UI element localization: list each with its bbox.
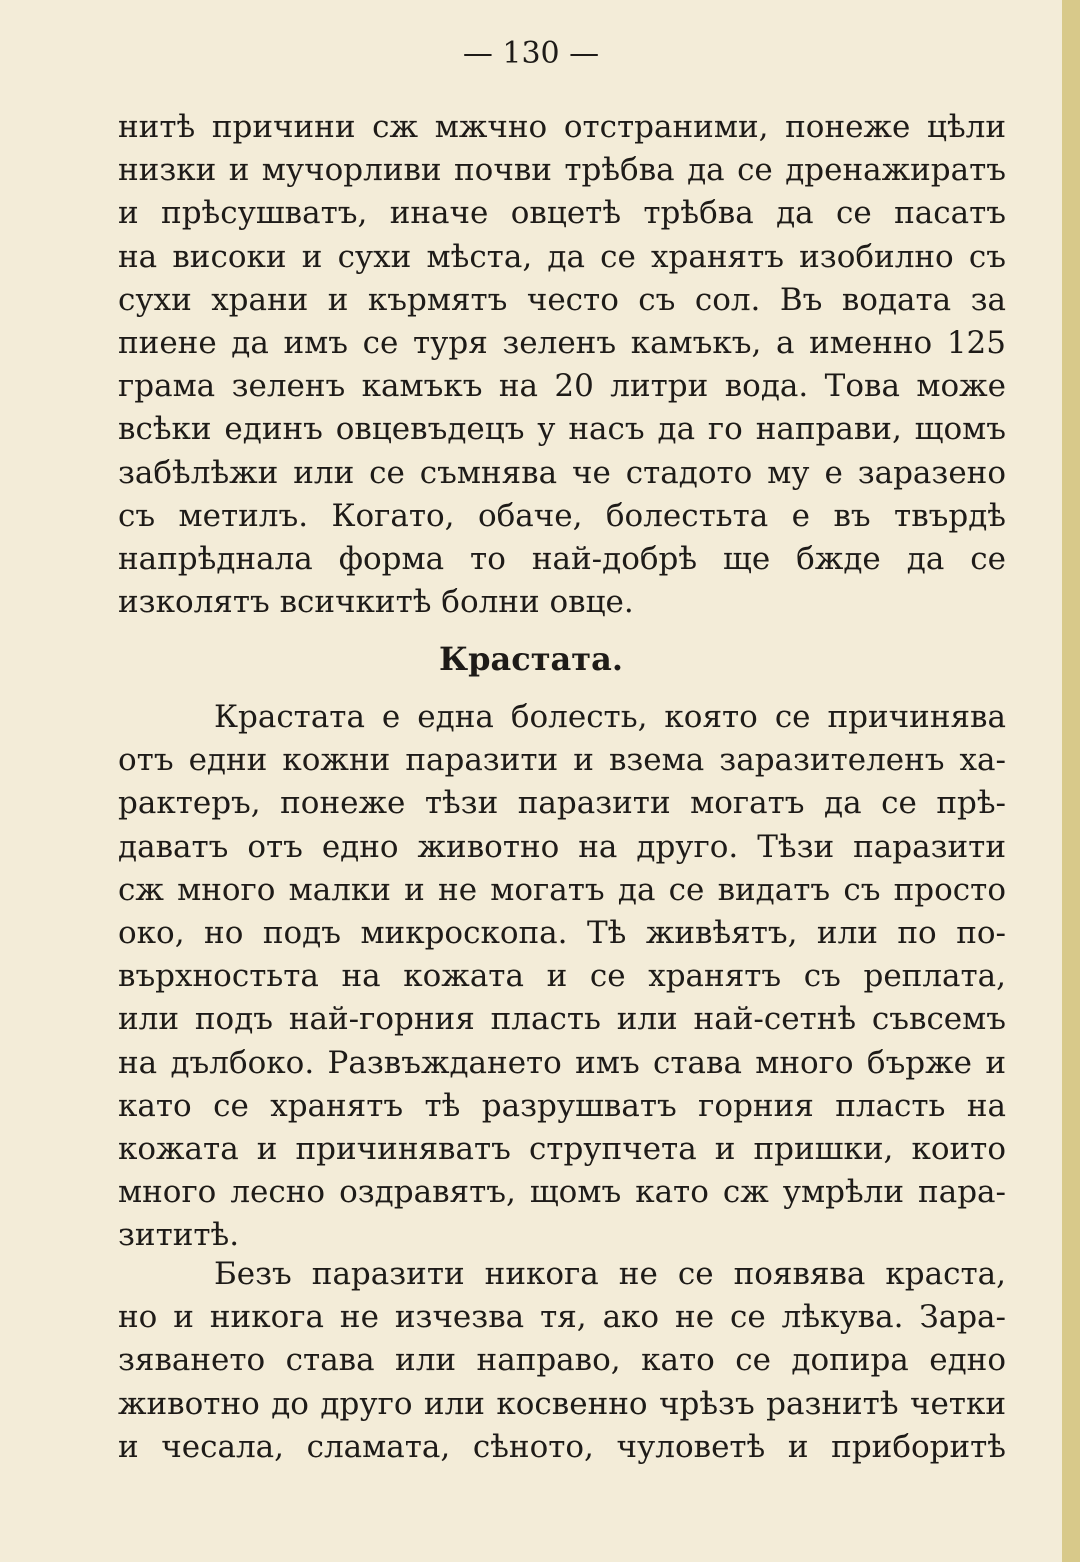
text-line: изколятъ всичкитѣ болни овце. <box>118 584 634 621</box>
text-line: съ метилъ. Когато, обаче, болестьта е въ твърдѣ <box>118 497 1006 534</box>
text-line: зититѣ. <box>118 1217 240 1254</box>
text-line: сж много малки и не могатъ да се видатъ съ просто <box>118 871 1006 908</box>
text-line: като се хранятъ тѣ разрушватъ горния пласть на <box>118 1087 1006 1124</box>
page-number: — 130 — <box>462 36 600 71</box>
text-line: и чесала, сламата, сѣното, чуловетѣ и приборитѣ <box>118 1428 1006 1465</box>
paragraph-krasta-spread <box>118 1253 1006 1469</box>
paragraph-krasta-description <box>118 696 1006 1258</box>
text-line: много лесно оздравятъ, щомъ като сж умрѣли пара- <box>118 1174 1006 1211</box>
text-line: Безъ паразити никога не се появява краста, <box>214 1256 1006 1292</box>
text-line: на дълбоко. Развъждането имъ става много бърже и <box>118 1044 1006 1081</box>
text-line: низки и мучорливи почви трѣбва да се дренажиратъ <box>118 152 1006 189</box>
text-line: забѣлѣжи или се съмнява че стадото му е заразено <box>118 454 1006 491</box>
text-line: пиене да имъ се туря зеленъ камъкъ, а именно 125 <box>118 325 1006 362</box>
paragraph-metil-treatment <box>118 106 1006 624</box>
text-line: нитѣ причини сж мжчно отстраними, понеже цѣли <box>118 109 1006 145</box>
text-line: всѣки единъ овцевъдецъ у насъ да го направи, щомъ <box>118 411 1006 448</box>
text-line: напрѣднала форма то най-добрѣ ще бжде да се <box>118 541 1006 578</box>
text-line: или подъ най-горния пласть или най-сетнѣ съвсемъ <box>118 1001 1006 1038</box>
text-line: на високи и сухи мѣста, да се хранятъ изобилно съ <box>118 238 1006 275</box>
text-line: върхностьта на кожата и се хранятъ съ реплата, <box>118 958 1006 995</box>
text-line: отъ едни кожни паразити и взема заразителенъ ха- <box>118 742 1006 779</box>
text-line: и прѣсушватъ, иначе овцетѣ трѣбва да се пасатъ <box>118 195 1006 232</box>
text-line: рактеръ, понеже тѣзи паразити могатъ да се прѣ- <box>118 785 1006 822</box>
section-heading: Крастата. <box>439 640 623 678</box>
text-line: кожата и причиняватъ струпчета и пришки, които <box>118 1131 1006 1168</box>
text-line: око, но подъ микроскопа. Тѣ живѣятъ, или по по- <box>118 915 1006 952</box>
text-line: но и никога не изчезва тя, ако не се лѣкува. Зара- <box>118 1299 1006 1336</box>
text-line: даватъ отъ едно животно на друго. Тѣзи паразити <box>118 828 1006 865</box>
text-line: Крастата е една болесть, която се причинява <box>214 699 1006 735</box>
text-line: животно до друго или косвенно чрѣзъ разнитѣ четки <box>118 1385 1006 1422</box>
text-line: зяването става или направо, като се допира едно <box>118 1342 1006 1379</box>
text-line: сухи храни и кърмятъ често съ сол. Въ водата за <box>118 281 1006 318</box>
text-line: грама зеленъ камъкъ на 20 литри вода. Това може <box>118 368 1006 405</box>
